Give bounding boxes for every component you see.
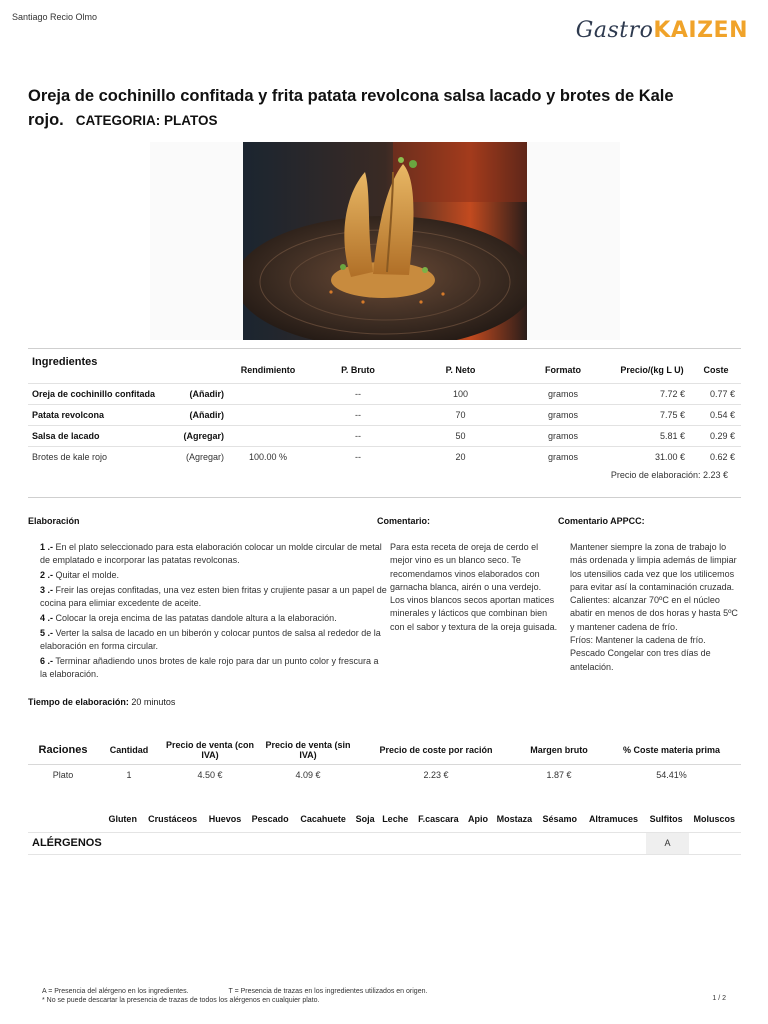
raciones-header-row <box>28 736 741 764</box>
racion-margen: 1.87 € <box>516 764 602 785</box>
divider <box>28 497 741 498</box>
step-4 <box>40 612 388 625</box>
col-raciones: Raciones <box>38 743 88 756</box>
racion-pv-sin-iva: 4.09 € <box>260 764 356 785</box>
allergens-header <box>104 808 741 830</box>
ingredient-action[interactable]: (Añadir) <box>168 404 228 425</box>
ingredient-precio: 5.81 € <box>613 425 691 446</box>
step-number: 3 .- <box>40 584 54 595</box>
allergen-mostaza: Mostaza <box>496 814 533 824</box>
step-text: En el plato seleccionado para esta elaboración colocar un molde circular de metal de emplatado e incorporar las patatas revolconas. <box>40 542 382 566</box>
allergen-leche: Leche <box>382 814 409 824</box>
comentario-title: Comentario: <box>377 516 431 526</box>
step-number: 2 .- <box>40 570 54 581</box>
col-pv-con-iva: Precio de venta (con IVA) <box>165 739 255 760</box>
appcc-title: Comentario APPCC: <box>558 516 645 526</box>
table-row <box>28 383 741 404</box>
table-row <box>28 764 741 785</box>
footer-legend <box>42 988 427 1005</box>
col-formato: Formato <box>545 364 581 375</box>
raciones-table <box>28 736 741 785</box>
racion-coste-mp: 54.41% <box>602 764 741 785</box>
step-number: 6 .- <box>40 655 54 666</box>
allergen-apio: Apio <box>467 814 488 824</box>
col-coste-mp: % Coste materia prima <box>622 744 721 755</box>
recipe-title <box>28 84 748 133</box>
allergen-sesamo: Sésamo <box>542 814 578 824</box>
dish-image <box>243 142 527 340</box>
ingredients-header-row <box>28 350 741 383</box>
photo-margin-right <box>527 142 620 340</box>
step-6 <box>40 655 388 682</box>
ingredient-name[interactable]: Patata revolcona <box>28 404 168 425</box>
allergen-pescado: Pescado <box>251 814 289 824</box>
ingredient-neto: 50 <box>408 425 513 446</box>
step-number: 4 .- <box>40 612 54 623</box>
step-1 <box>40 541 388 568</box>
elaboration-steps <box>40 541 388 683</box>
ingredient-coste: 0.54 € <box>691 404 741 425</box>
step-5 <box>40 627 388 654</box>
ingredient-action: (Agregar) <box>168 446 228 467</box>
ingredient-action[interactable]: (Añadir) <box>168 383 228 404</box>
ingredient-neto: 70 <box>408 404 513 425</box>
ingredient-bruto: -- <box>308 446 408 467</box>
comentario-text: Para esta receta de oreja de cerdo el mejor vino es un blanco seco. Te recomendamos vinos elaborados con garnacha blanca, airén o una verdejo. Los vinos blancos secos aportan matices minerales y lácticos que combinan bien con el sabor y textura de la oreja guisada. <box>390 542 558 632</box>
author-name: Santiago Recio Olmo <box>12 12 98 22</box>
step-text: Quitar el molde. <box>53 570 120 581</box>
ingredient-action[interactable]: (Agregar) <box>168 425 228 446</box>
step-2 <box>40 569 388 582</box>
step-text: Verter la salsa de lacado en un biberón y colocar puntos de salsa al rededor de la elaboración en forma circular. <box>40 627 381 652</box>
ingredient-formato: gramos <box>513 383 613 404</box>
step-text: Freir las orejas confitadas, una vez esten bien fritas y crujiente pasar a un papel de cocina para elimiar excedente de aceite. <box>40 584 387 609</box>
legend-a: A = Presencia del alérgeno en los ingredientes. <box>42 988 189 995</box>
table-row <box>28 446 741 467</box>
tiempo-value: 20 minutos <box>128 697 176 707</box>
allergen-huevos: Huevos <box>208 814 242 824</box>
col-precio-coste: Precio de coste por ración <box>379 744 493 755</box>
ingredient-rendimiento: 100.00 % <box>228 446 308 467</box>
allergen-sulfitos: Sulfitos <box>649 814 683 824</box>
ingredient-coste: 0.77 € <box>691 383 741 404</box>
ingredient-neto: 100 <box>408 383 513 404</box>
col-coste: Coste <box>703 364 729 375</box>
logo-kaizen: KAIZEN <box>653 18 748 43</box>
recipe-category: CATEGORIA: PLATOS <box>75 113 218 128</box>
elaboration-total-price: Precio de elaboración: 2.23 € <box>610 470 728 480</box>
allergen-altramuces: Altramuces <box>588 814 638 824</box>
step-text: Terminar añadiendo unos brotes de kale rojo para dar un punto color y frescura a la elaboración. <box>40 655 379 680</box>
racion-precio-coste: 2.23 € <box>356 764 516 785</box>
ingredient-formato: gramos <box>513 425 613 446</box>
racion-cantidad: 1 <box>98 764 160 785</box>
ingredient-formato: gramos <box>513 404 613 425</box>
col-margen: Margen bruto <box>530 744 588 755</box>
ingredient-bruto: -- <box>308 425 408 446</box>
ingredient-bruto: -- <box>308 404 408 425</box>
step-number: 5 .- <box>40 627 54 638</box>
col-p-bruto: P. Bruto <box>341 364 375 375</box>
elaboracion-title: Elaboración <box>28 516 80 526</box>
dish-photo <box>243 142 527 340</box>
recipe-name: Oreja de cochinillo confitada y frita patata revolcona salsa lacado y brotes de Kale rojo. <box>28 87 674 129</box>
allergens-row <box>28 832 741 855</box>
ingredient-name: Brotes de kale rojo <box>28 446 168 467</box>
ingredient-name[interactable]: Salsa de lacado <box>28 425 168 446</box>
col-p-neto: P. Neto <box>445 364 476 375</box>
table-row <box>28 425 741 446</box>
ingredient-precio: 7.72 € <box>613 383 691 404</box>
divider <box>28 348 741 349</box>
ingredients-title: Ingredientes <box>32 356 98 368</box>
allergens-header-row <box>104 808 741 830</box>
ingredient-rendimiento <box>228 404 308 425</box>
page-number: 1 / 2 <box>712 995 726 1002</box>
racion-name: Plato <box>28 764 98 785</box>
tiempo-elaboracion <box>28 697 175 707</box>
allergen-sulfitos-value: A <box>646 833 689 854</box>
ingredient-bruto: -- <box>308 383 408 404</box>
table-row <box>28 404 741 425</box>
col-precio: Precio/(kg L U) <box>620 364 684 375</box>
ingredient-precio: 7.75 € <box>613 404 691 425</box>
step-number: 1 .- <box>40 542 54 552</box>
ingredients-table <box>28 350 741 467</box>
ingredient-coste: 0.29 € <box>691 425 741 446</box>
logo-gastro: Gastro <box>575 18 654 43</box>
col-rendimiento: Rendimiento <box>240 364 296 375</box>
ingredient-neto: 20 <box>408 446 513 467</box>
appcc-text: Mantener siempre la zona de trabajo lo más ordenada y limpia además de limpiar los utensilios cada vez que los utilicemos para evitar así la contaminación cruzada. Calientes: alcanzar 70ºC en el núcleo abatir en menos de dos horas y hasta 5ºC y mantener cadena de frío. Fríos: Mantener la cadena de frío. Pescado Congelar con tres días de antelación. <box>570 542 738 672</box>
photo-margin-left <box>150 142 243 340</box>
ingredient-rendimiento <box>228 425 308 446</box>
allergens-label: ALÉRGENOS <box>32 837 102 849</box>
tiempo-label: Tiempo de elaboración: <box>28 697 129 707</box>
allergen-cacahuete: Cacahuete <box>300 814 346 824</box>
ingredient-name[interactable]: Oreja de cochinillo confitada <box>28 383 168 404</box>
step-text: Colocar la oreja encima de las patatas dandole altura a la elaboración. <box>53 612 337 623</box>
legend-note: * No se puede descartar la presencia de trazas de todos los alérgenos en cualquier plato. <box>42 996 320 1004</box>
ingredient-rendimiento <box>228 383 308 404</box>
ingredient-formato: gramos <box>513 446 613 467</box>
ingredient-precio: 31.00 € <box>613 446 691 467</box>
allergen-moluscos: Moluscos <box>693 814 736 824</box>
allergen-fcascara: F.cascara <box>418 814 459 824</box>
legend-line <box>42 988 427 997</box>
gastrokaizen-logo <box>576 16 748 44</box>
col-cantidad: Cantidad <box>109 744 149 755</box>
legend-t: T = Presencia de trazas en los ingredientes utilizados en origen. <box>228 988 428 995</box>
allergen-gluten: Gluten <box>108 814 137 824</box>
ingredient-coste: 0.62 € <box>691 446 741 467</box>
allergen-crustaceos: Crustáceos <box>148 814 198 824</box>
allergen-soja: Soja <box>355 814 375 824</box>
racion-pv-con-iva: 4.50 € <box>160 764 260 785</box>
col-pv-sin-iva: Precio de venta (sin IVA) <box>265 739 351 760</box>
step-3 <box>40 584 388 611</box>
